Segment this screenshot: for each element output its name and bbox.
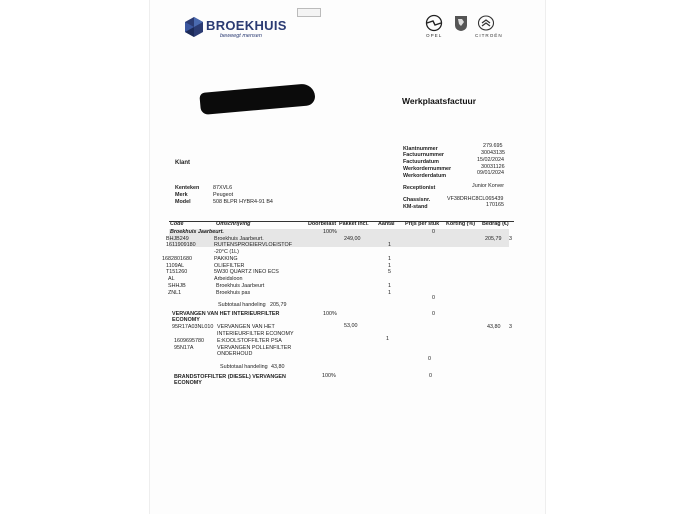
- peugeot-icon: [452, 14, 470, 32]
- opel-icon: [425, 14, 443, 32]
- row-qty: 1: [388, 283, 391, 289]
- section-pakket: 53,00: [344, 323, 358, 329]
- meta-label: Factuurnummer: [403, 152, 445, 158]
- document-title: Werkplaatsfactuur: [402, 96, 477, 106]
- col-aantal: Aantal: [378, 221, 395, 227]
- section-prijs: 0: [432, 311, 435, 317]
- meta-value: 09/01/2024: [477, 170, 504, 176]
- section-bedrag: 43,80: [487, 324, 501, 330]
- section-prijs: 0: [432, 229, 435, 235]
- row-desc: PAKKING: [214, 256, 238, 262]
- service-label: KM-stand: [403, 204, 428, 210]
- row-desc: Arbeidsloon: [214, 276, 243, 282]
- subtotal-label: Subtotaal handeling: [220, 364, 268, 370]
- col-prijs: Prijs per stuk: [405, 221, 440, 227]
- meta-label: Klantnummer: [403, 146, 438, 152]
- row-desc: ONDERHOUD: [217, 351, 253, 357]
- row-code: 1609695780: [174, 338, 204, 344]
- col-korting: Korting (%): [446, 221, 476, 227]
- service-value: 170165: [486, 202, 504, 208]
- meta-value: 279.695: [483, 143, 503, 149]
- row-qty: 1: [388, 242, 391, 248]
- section-zero: 0: [432, 295, 435, 301]
- row-desc: RUITENSPROEIERVLOEISTOF: [214, 242, 292, 248]
- row-desc: INTERIEURFILTER ECONOMY: [217, 331, 294, 337]
- service-value: VF38DRHC8CL065439: [447, 196, 504, 202]
- vehicle-label: Model: [175, 199, 191, 205]
- col-pakket: Pakket incl.: [339, 221, 369, 227]
- row-desc: Broekhuis Jaarbeurt: [216, 283, 265, 289]
- section-prijs: 0: [429, 373, 432, 379]
- section-bedrag-mark: 3: [509, 236, 512, 242]
- section-bedrag: 205,79: [485, 236, 502, 242]
- invoice-page: [150, 0, 545, 514]
- row-code: ZNL1: [168, 290, 182, 296]
- subtotal-value: 43,80: [271, 364, 285, 370]
- redacted-address: [199, 83, 315, 115]
- opel-label: OPEL: [426, 33, 443, 38]
- row-code: 1611909180: [166, 242, 196, 248]
- paper-stamp: [297, 8, 321, 17]
- row-desc: Broekhuis Jaarbeurt.: [214, 236, 264, 242]
- section-title: VERVANGEN VAN HET INTERIEURFILTER: [172, 311, 280, 317]
- row-code: 1109AL: [166, 263, 185, 269]
- broekhuis-logo-icon: [183, 16, 205, 38]
- col-code: Code: [170, 221, 184, 227]
- row-desc: VERVANGEN POLLENFILTER: [217, 345, 292, 351]
- row-code: AL: [168, 276, 175, 282]
- row-qty: 5: [388, 269, 391, 275]
- section-pakket: 249,00: [344, 236, 361, 242]
- vehicle-label: Merk: [175, 192, 188, 198]
- section-title-cont: ECONOMY: [172, 317, 200, 323]
- section-title-cont: ECONOMY: [174, 380, 202, 386]
- meta-label: Werkorderdatum: [403, 173, 447, 179]
- meta-value: 15/02/2024: [477, 157, 504, 163]
- vehicle-value: 508 BLPR HYBR4-91 B4: [213, 199, 273, 205]
- meta-label: Factuurdatum: [403, 159, 439, 165]
- row-desc: OLIEFILTER: [214, 263, 245, 269]
- service-label: Chassisnr.: [403, 197, 431, 203]
- row-desc: E:KOOLSTOFFILTER PSA: [217, 338, 282, 344]
- service-label: Receptionist: [403, 185, 436, 191]
- meta-label: Werkordernummer: [403, 166, 452, 172]
- customer-label: Klant: [175, 160, 190, 166]
- col-omschrijving: Omschrijving: [216, 221, 251, 227]
- row-qty: 1: [388, 290, 391, 296]
- subtotal-value: 205,79: [270, 302, 287, 308]
- service-value: Junior Korver: [472, 183, 505, 189]
- row-code: 1682801680: [162, 256, 192, 262]
- col-bedrag: Bedrag (€): [482, 221, 509, 227]
- row-code: 95R17A03NL010: [172, 324, 214, 330]
- row-code: SHHJB: [168, 283, 186, 289]
- subtotal-label: Subtotaal handeling: [218, 302, 266, 308]
- section-title: Broekhuis Jaarbeurt.: [170, 229, 224, 235]
- col-doorbelast: Doorbelast: [308, 221, 337, 227]
- citroen-icon: [477, 14, 495, 32]
- section-bedrag-mark: 3: [509, 324, 512, 330]
- section-doorbelast: 100%: [322, 373, 336, 379]
- meta-value: 30031126: [481, 164, 505, 170]
- row-code: T151260: [166, 269, 188, 275]
- row-desc: Broekhuis pas: [216, 290, 251, 296]
- row-qty: 1: [388, 263, 391, 269]
- row-qty: 1: [388, 256, 391, 262]
- row-desc: 5W30 QUARTZ INEO ECS: [214, 269, 279, 275]
- row-qty: 1: [386, 336, 389, 342]
- vehicle-value: 87XVL6: [213, 185, 233, 191]
- vehicle-value: Peugeot: [213, 192, 234, 198]
- company-name: BROEKHUIS: [206, 18, 287, 33]
- section-doorbelast: 100%: [323, 229, 337, 235]
- row-code: 95N17A: [174, 345, 194, 351]
- citroen-label: CITROËN: [475, 33, 503, 38]
- meta-value: 30043135: [481, 150, 505, 156]
- section-doorbelast: 100%: [323, 311, 337, 317]
- row-code: BHJB249: [166, 236, 189, 242]
- section-title: BRANDSTOFFILTER (DIESEL) VERVANGEN: [174, 374, 286, 380]
- row-desc: -20°C (1L): [214, 249, 239, 255]
- vehicle-label: Kenteken: [175, 185, 200, 191]
- section-zero: 0: [428, 356, 431, 362]
- company-tagline: beweegt mensen: [220, 33, 262, 39]
- row-desc: VERVANGEN VAN HET: [217, 324, 275, 330]
